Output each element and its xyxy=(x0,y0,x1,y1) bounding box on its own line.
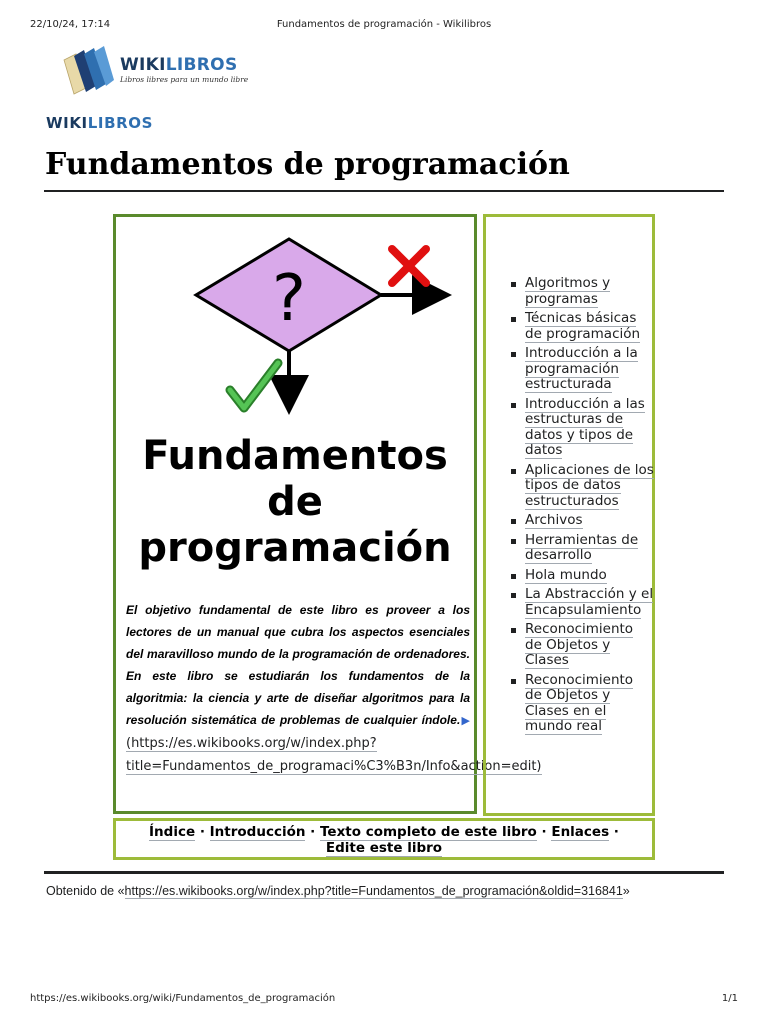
toc-item[interactable]: Hola mundo xyxy=(504,568,654,584)
question-mark: ? xyxy=(272,262,306,336)
play-arrow-icon: ▶ xyxy=(460,714,470,727)
title-divider xyxy=(44,190,724,192)
print-url: https://es.wikibooks.org/wiki/Fundamentos_de_programación xyxy=(30,993,336,1004)
cover-box xyxy=(113,214,542,814)
toc-item[interactable]: Algoritmos y programas xyxy=(504,276,654,307)
logo-wordmark: WIKILIBROS xyxy=(120,55,238,75)
nav-edite-link[interactable]: Edite este libro xyxy=(325,840,443,856)
toc-item[interactable]: Reconocimiento de Objetos y Clases xyxy=(504,622,654,669)
nav-introduccion-link[interactable]: Introducción xyxy=(209,824,306,840)
print-date: 22/10/24, 17:14 xyxy=(30,19,111,30)
logo-tagline: Libros libres para un mundo libre xyxy=(120,75,249,84)
toc-item[interactable]: Reconocimiento de Objetos y Clases en el mundo real xyxy=(504,673,654,735)
toc-box xyxy=(483,214,655,816)
books-logo-icon xyxy=(62,46,118,98)
flowchart-diagram xyxy=(126,225,476,435)
print-page-number: 1/1 xyxy=(721,993,738,1004)
cover-description: El objetivo fundamental de este libro es proveer a los lectores de un manual que cubra los aspectos esenciales del maravilloso mundo de la programación de ordenadores. En este libro se estudiarán los fundamentos de la algoritmia: la ciencia y arte de diseñar algoritmos para la resolución sistemática de problemas de cualquier índole.▶ (https://es.wikibooks.org/w/index.php?title=Fundamentos_de_programaci%C3%B3n/Info&action=edit) xyxy=(126,603,542,774)
cross-icon xyxy=(392,249,426,283)
toc-item[interactable]: Introducción a las estructuras de datos y tipos de datos xyxy=(504,397,654,459)
book-nav-box xyxy=(113,818,655,860)
nav-indice-link[interactable]: Índice xyxy=(149,824,196,840)
page-title: Fundamentos de programación xyxy=(45,147,570,182)
wikilibros-logo[interactable] xyxy=(62,46,252,98)
toc-item[interactable]: Aplicaciones de los tipos de datos estructurados xyxy=(504,463,654,510)
toc-item[interactable]: La Abstracción y el Encapsulamiento xyxy=(504,587,654,618)
toc-item[interactable]: Herramientas de desarrollo xyxy=(504,533,654,564)
nav-texto-completo-link[interactable]: Texto completo de este libro xyxy=(320,824,537,840)
toc-item[interactable]: Introducción a la programación estructurada xyxy=(504,346,654,393)
retrieved-from: Obtenido de «https://es.wikibooks.org/w/index.php?title=Fundamentos_de_programación&oldid=316841» xyxy=(46,884,630,898)
toc-item[interactable]: Técnicas básicas de programación xyxy=(504,311,654,342)
cover-title: Fundamentos de programación xyxy=(138,433,452,571)
content-divider xyxy=(44,871,724,874)
edit-info-link[interactable]: ▶ (https://es.wikibooks.org/w/index.php?title=Fundamentos_de_programaci%C3%B3n/Info&action=edit) xyxy=(126,714,542,774)
permanent-link[interactable]: https://es.wikibooks.org/w/index.php?title=Fundamentos_de_programación&oldid=316841 xyxy=(124,884,623,898)
toc-item[interactable]: Archivos xyxy=(504,513,654,529)
print-title: Fundamentos de programación - Wikilibros xyxy=(276,19,492,30)
book-nav: Índice · Introducción · Texto completo de este libro · Enlaces · Edite este libro xyxy=(149,824,619,856)
nav-enlaces-link[interactable]: Enlaces xyxy=(551,824,610,840)
toc-list xyxy=(504,276,654,739)
site-name: WIKILIBROS xyxy=(46,114,154,132)
